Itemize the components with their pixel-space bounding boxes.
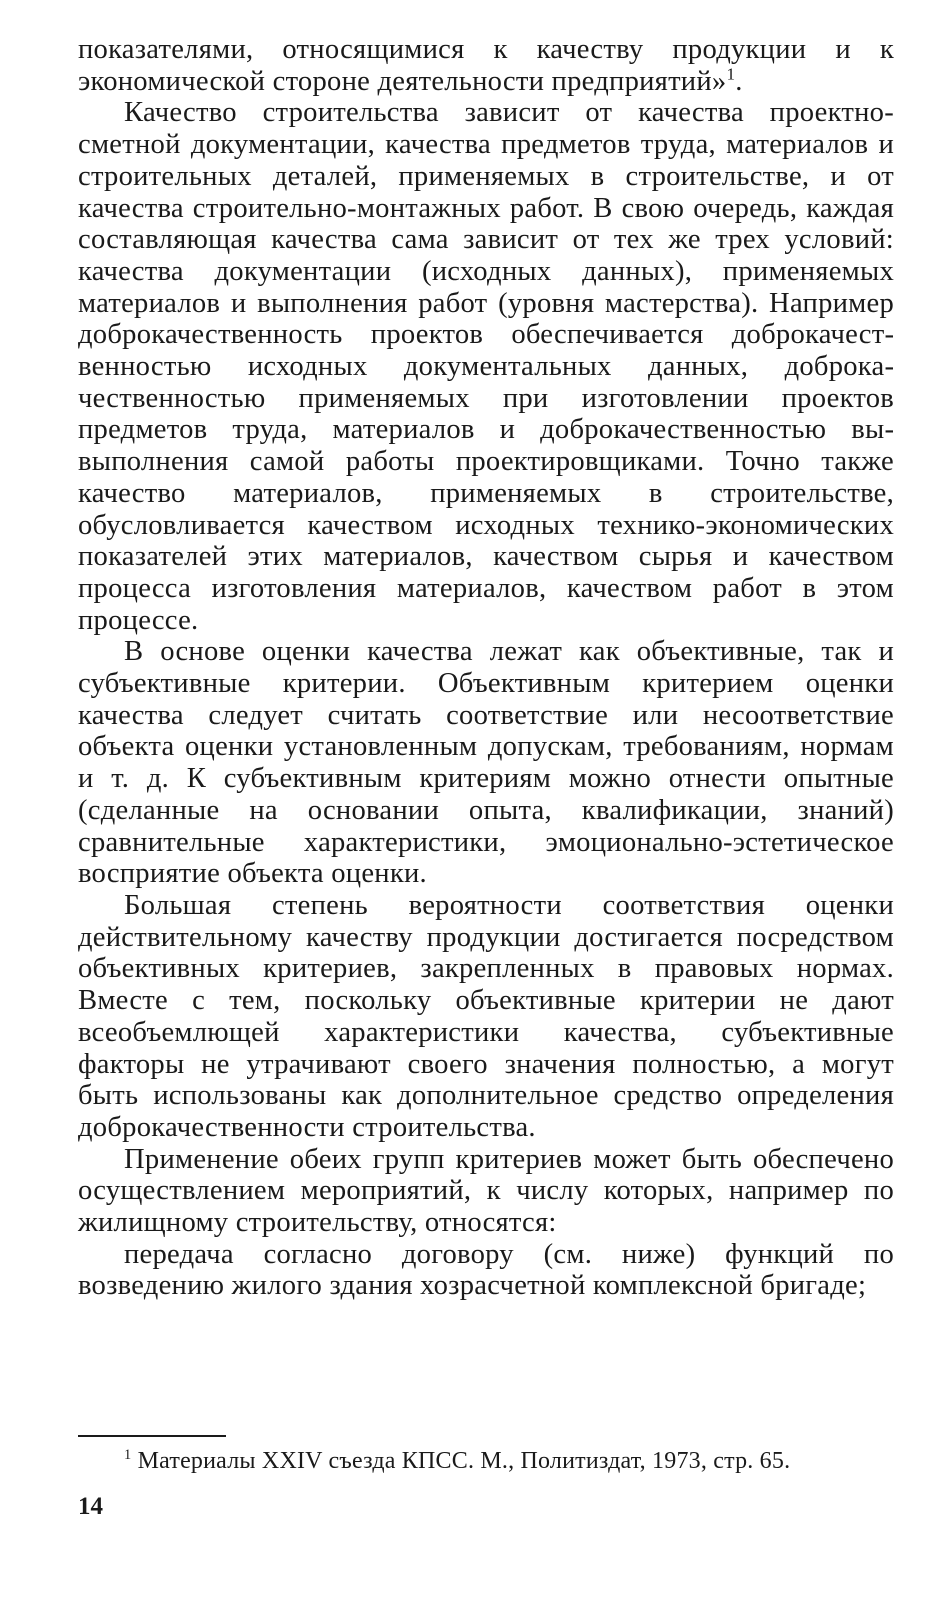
footnote-reference[interactable]: 1: [726, 64, 736, 84]
paragraph-text: показателями, относящимися к качеству продукции и к экономической стороне деятельности предприятий»: [78, 34, 894, 97]
paragraph-quality-criteria: В основе оценки качества лежат как объективные, так и субъективные критерии. Объективным критерием оценки качества следует считать соответствие или несоответствие объекта оценки установленным допускам, требованиям, нормам и т. д. К субъективным критериям можно отнести опытные (сделанные на основании опыта, квалификации, знаний) сравнительные характеристики, эмоционально-эстетическое восприятие объекта оценки.: [78, 636, 894, 890]
footnote: [124, 1446, 894, 1476]
paragraph-contract-transfer: передача согласно договору (см. ниже) функций по возведению жилого здания хозрасчетной комплексной бригаде;: [78, 1238, 894, 1302]
footnote-text: Материалы XXIV съезда КПСС. М., Политиздат, 1973, стр. 65.: [137, 1448, 791, 1474]
page-number: 14: [78, 1493, 103, 1520]
paragraph-continuation: [78, 34, 894, 97]
page-body: [78, 34, 894, 1302]
paragraph-objective-criteria: Большая степень вероятности соответствия оценки действительному качеству продукции достигается посредством объективных критериев, закрепленных в правовых нормах. Вместе с тем, поскольку объективные критерии не дают всеобъемлющей характеристики качества, субъективные факторы не утрачивают своего значения полностью, а могут быть использованы как дополнительное средство определения доброкачественности строительства.: [78, 889, 894, 1143]
paragraph-measures: Применение обеих групп критериев может быть обеспечено осуществлением мероприятий, к числу которых, например по жилищному строительству, относятся:: [78, 1143, 894, 1239]
paragraph-construction-quality: Качество строительства зависит от качества проектно-сметной документации, качества предметов труда, материалов и строительных деталей, применяемых в строительстве, и от качества строительно-монтажных работ. В свою очередь, каждая составляющая качества сама зависит от тех же трех условий: качества документации (исходных данных), применяемых материалов и выполнения работ (уровня мастерства). Например доброкачественность проектов обеспечивается доброкачественностью исходных документальных данных, доброкачественностью применяемых при изготовлении проектов предметов труда, материалов и доброкачественностью вывыполнения самой работы проектировщиками. Точно также качество материалов, применяемых в строительстве, обусловливается качеством исходных технико-экономических показателей этих материалов, качеством сырья и качеством процесса изготовления материалов, качеством работ в этом процессе.: [78, 97, 894, 636]
paragraph-tail: .: [735, 65, 743, 97]
footnote-divider: [78, 1435, 226, 1437]
footnote-marker: 1: [124, 1447, 132, 1463]
